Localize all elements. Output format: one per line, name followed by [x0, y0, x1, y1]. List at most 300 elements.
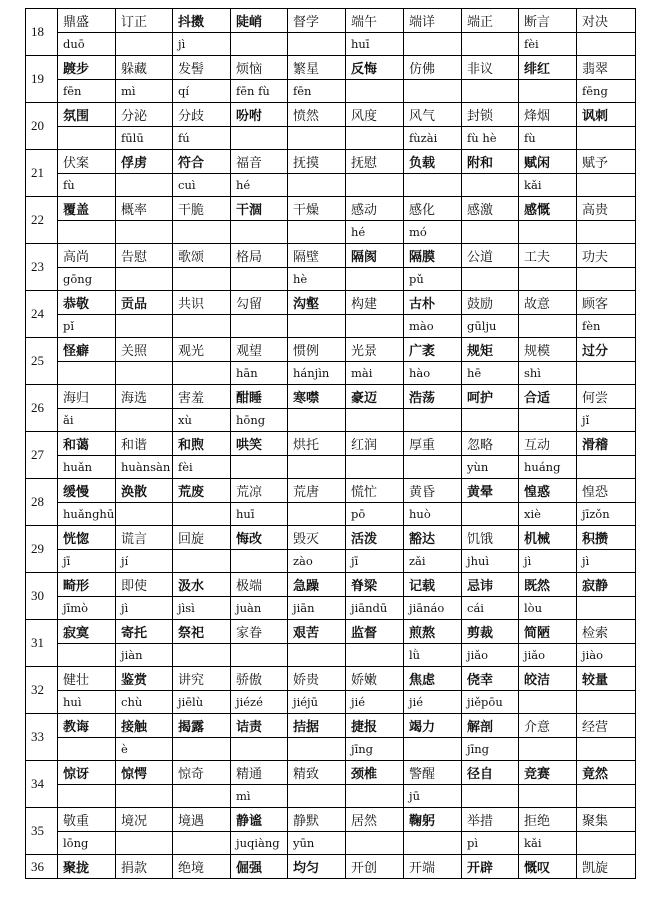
pinyin-cell [346, 832, 404, 855]
pinyin-cell [231, 315, 288, 338]
pinyin-cell [231, 221, 288, 244]
word-cell: 哄笑 [231, 432, 288, 456]
pinyin-cell: fù [519, 127, 577, 150]
pinyin-cell [231, 644, 288, 667]
word-cell: 抚慰 [346, 150, 404, 174]
word-row [26, 103, 636, 127]
word-cell: 订正 [116, 9, 173, 33]
word-cell: 烘托 [288, 432, 346, 456]
pinyin-cell: juqiàng [231, 832, 288, 855]
word-cell: 监督 [346, 620, 404, 644]
word-cell: 寂静 [577, 573, 636, 597]
word-cell: 符合 [173, 150, 231, 174]
word-cell: 简陋 [519, 620, 577, 644]
word-cell: 赋闲 [519, 150, 577, 174]
pinyin-cell [116, 503, 173, 526]
pinyin-cell: jiǎo [519, 644, 577, 667]
word-cell: 黄昏 [404, 479, 462, 503]
row-number: 32 [26, 667, 58, 714]
pinyin-cell [116, 785, 173, 808]
pinyin-cell: huī [231, 503, 288, 526]
word-cell: 非议 [462, 56, 519, 80]
pinyin-cell: jiān [288, 597, 346, 620]
pinyin-cell [231, 456, 288, 479]
word-cell: 居然 [346, 808, 404, 832]
word-cell: 绯红 [519, 56, 577, 80]
word-cell: 惶惑 [519, 479, 577, 503]
pinyin-cell [231, 33, 288, 56]
pinyin-cell: mào [404, 315, 462, 338]
word-cell: 荒凉 [231, 479, 288, 503]
pinyin-cell: jhuì [462, 550, 519, 573]
word-row [26, 808, 636, 832]
pinyin-row [26, 268, 636, 291]
word-cell: 感化 [404, 197, 462, 221]
word-cell: 检索 [577, 620, 636, 644]
vocabulary-table [25, 8, 636, 879]
pinyin-cell: jiézé [231, 691, 288, 714]
word-cell: 捷报 [346, 714, 404, 738]
pinyin-cell [288, 33, 346, 56]
word-cell: 竟然 [577, 761, 636, 785]
pinyin-cell: cuì [173, 174, 231, 197]
word-cell: 负载 [404, 150, 462, 174]
row-number: 29 [26, 526, 58, 573]
word-cell: 感慨 [519, 197, 577, 221]
word-cell: 径自 [462, 761, 519, 785]
word-cell: 警醒 [404, 761, 462, 785]
pinyin-cell: fù [58, 174, 116, 197]
pinyin-cell [404, 738, 462, 761]
word-cell: 艰苦 [288, 620, 346, 644]
word-cell: 谎言 [116, 526, 173, 550]
word-row [26, 479, 636, 503]
row-number: 30 [26, 573, 58, 620]
pinyin-cell: hào [404, 362, 462, 385]
pinyin-cell [116, 33, 173, 56]
word-cell: 端午 [346, 9, 404, 33]
word-cell: 反悔 [346, 56, 404, 80]
word-cell: 既然 [519, 573, 577, 597]
row-number: 27 [26, 432, 58, 479]
word-cell: 急躁 [288, 573, 346, 597]
word-cell: 鼓励 [462, 291, 519, 315]
pinyin-cell: jì [519, 550, 577, 573]
word-cell: 海归 [58, 385, 116, 409]
word-cell: 健壮 [58, 667, 116, 691]
pinyin-cell [288, 644, 346, 667]
word-cell: 烽烟 [519, 103, 577, 127]
word-cell: 共识 [173, 291, 231, 315]
word-cell: 脊梁 [346, 573, 404, 597]
pinyin-cell: jiàn [116, 644, 173, 667]
pinyin-row [26, 644, 636, 667]
word-cell: 皎洁 [519, 667, 577, 691]
word-cell: 悔改 [231, 526, 288, 550]
pinyin-cell [519, 409, 577, 432]
pinyin-cell [577, 362, 636, 385]
pinyin-cell [404, 832, 462, 855]
row-number: 36 [26, 855, 58, 879]
pinyin-cell: juàn [231, 597, 288, 620]
pinyin-cell [519, 691, 577, 714]
word-cell: 惊愕 [116, 761, 173, 785]
pinyin-cell: jiānáo [404, 597, 462, 620]
pinyin-cell: zǎi [404, 550, 462, 573]
pinyin-cell [404, 80, 462, 103]
pinyin-cell: huī [346, 33, 404, 56]
pinyin-cell [404, 409, 462, 432]
pinyin-cell: mài [346, 362, 404, 385]
pinyin-row [26, 221, 636, 244]
word-cell: 解剖 [462, 714, 519, 738]
pinyin-cell: è [116, 738, 173, 761]
pinyin-cell: hánjìn [288, 362, 346, 385]
pinyin-cell: lǜ [404, 644, 462, 667]
pinyin-cell [288, 174, 346, 197]
pinyin-cell: xù [173, 409, 231, 432]
pinyin-cell: zào [288, 550, 346, 573]
word-cell: 寂寞 [58, 620, 116, 644]
pinyin-cell [288, 221, 346, 244]
word-cell: 抚摸 [288, 150, 346, 174]
word-cell: 忽略 [462, 432, 519, 456]
word-row [26, 761, 636, 785]
pinyin-cell [58, 127, 116, 150]
word-cell: 焦虑 [404, 667, 462, 691]
word-cell: 构建 [346, 291, 404, 315]
word-cell: 沟壑 [288, 291, 346, 315]
pinyin-cell: fèi [173, 456, 231, 479]
pinyin-row [26, 409, 636, 432]
word-cell: 发髻 [173, 56, 231, 80]
pinyin-cell [231, 127, 288, 150]
word-cell: 鉴赏 [116, 667, 173, 691]
word-cell: 毁灭 [288, 526, 346, 550]
pinyin-cell [404, 174, 462, 197]
word-cell: 娇嫩 [346, 667, 404, 691]
word-cell: 拒绝 [519, 808, 577, 832]
pinyin-cell [231, 550, 288, 573]
word-cell: 对决 [577, 9, 636, 33]
word-cell: 饥饿 [462, 526, 519, 550]
word-row [26, 9, 636, 33]
word-row [26, 385, 636, 409]
pinyin-cell: fūlū [116, 127, 173, 150]
word-cell: 讽刺 [577, 103, 636, 127]
row-number: 26 [26, 385, 58, 432]
pinyin-cell: qí [173, 80, 231, 103]
pinyin-row [26, 174, 636, 197]
pinyin-cell [346, 174, 404, 197]
word-cell: 怪癖 [58, 338, 116, 362]
pinyin-cell: fēn [58, 80, 116, 103]
word-cell: 极端 [231, 573, 288, 597]
pinyin-cell [346, 456, 404, 479]
word-cell: 拮据 [288, 714, 346, 738]
word-cell: 教诲 [58, 714, 116, 738]
pinyin-cell: hōng [231, 409, 288, 432]
pinyin-cell [116, 832, 173, 855]
pinyin-cell: gūlju [462, 315, 519, 338]
word-cell: 颈椎 [346, 761, 404, 785]
row-number: 19 [26, 56, 58, 103]
pinyin-cell: huáng [519, 456, 577, 479]
pinyin-cell [288, 456, 346, 479]
word-cell: 介意 [519, 714, 577, 738]
word-cell: 贡品 [116, 291, 173, 315]
pinyin-cell [116, 221, 173, 244]
vocabulary-table-body [26, 9, 636, 879]
pinyin-cell: pǐ [58, 315, 116, 338]
word-cell: 分歧 [173, 103, 231, 127]
word-cell: 工夫 [519, 244, 577, 268]
word-cell: 规矩 [462, 338, 519, 362]
pinyin-cell [173, 362, 231, 385]
pinyin-cell: jì [173, 33, 231, 56]
pinyin-cell [462, 221, 519, 244]
pinyin-cell: jìsì [173, 597, 231, 620]
word-cell: 鼎盛 [58, 9, 116, 33]
pinyin-cell: jì [577, 550, 636, 573]
word-cell: 高尚 [58, 244, 116, 268]
word-cell: 繁星 [288, 56, 346, 80]
word-cell: 侥幸 [462, 667, 519, 691]
pinyin-cell: ǎi [58, 409, 116, 432]
word-cell: 观光 [173, 338, 231, 362]
pinyin-row [26, 550, 636, 573]
word-cell: 仿佛 [404, 56, 462, 80]
word-cell: 经营 [577, 714, 636, 738]
word-cell: 倔强 [231, 855, 288, 879]
pinyin-cell [288, 409, 346, 432]
pinyin-cell: huànsàn [116, 456, 173, 479]
word-cell: 隔壁 [288, 244, 346, 268]
word-cell: 惊讶 [58, 761, 116, 785]
word-row [26, 197, 636, 221]
pinyin-cell: huǎn [58, 456, 116, 479]
word-cell: 接触 [116, 714, 173, 738]
word-cell: 高贵 [577, 197, 636, 221]
pinyin-cell: jiēlù [173, 691, 231, 714]
word-cell: 缓慢 [58, 479, 116, 503]
pinyin-cell [58, 362, 116, 385]
pinyin-cell [58, 644, 116, 667]
word-cell: 感动 [346, 197, 404, 221]
pinyin-cell [116, 409, 173, 432]
word-cell: 鞠躬 [404, 808, 462, 832]
word-cell: 古朴 [404, 291, 462, 315]
word-cell: 端正 [462, 9, 519, 33]
pinyin-cell: mì [231, 785, 288, 808]
word-cell: 寄托 [116, 620, 173, 644]
pinyin-cell [519, 738, 577, 761]
pinyin-cell [116, 315, 173, 338]
word-cell: 观望 [231, 338, 288, 362]
word-cell: 踱步 [58, 56, 116, 80]
word-cell: 风度 [346, 103, 404, 127]
pinyin-cell [116, 174, 173, 197]
pinyin-cell: fèi [519, 33, 577, 56]
row-number: 25 [26, 338, 58, 385]
pinyin-row [26, 691, 636, 714]
word-row [26, 56, 636, 80]
word-cell: 抖擞 [173, 9, 231, 33]
pinyin-cell [116, 268, 173, 291]
pinyin-row [26, 315, 636, 338]
pinyin-cell [58, 221, 116, 244]
row-number: 20 [26, 103, 58, 150]
word-cell: 较量 [577, 667, 636, 691]
word-cell: 惶恐 [577, 479, 636, 503]
pinyin-cell: jǐ [577, 409, 636, 432]
pinyin-cell: jiāndū [346, 597, 404, 620]
pinyin-cell: jiěpōu [462, 691, 519, 714]
word-cell: 过分 [577, 338, 636, 362]
word-cell: 隔膜 [404, 244, 462, 268]
word-cell: 海选 [116, 385, 173, 409]
word-cell: 呵护 [462, 385, 519, 409]
pinyin-cell: yūn [288, 832, 346, 855]
word-cell: 干燥 [288, 197, 346, 221]
word-cell: 讲究 [173, 667, 231, 691]
pinyin-cell [173, 221, 231, 244]
pinyin-cell: huò [404, 503, 462, 526]
pinyin-cell [462, 174, 519, 197]
word-cell: 精通 [231, 761, 288, 785]
word-cell: 滑稽 [577, 432, 636, 456]
word-cell: 概率 [116, 197, 173, 221]
pinyin-row [26, 362, 636, 385]
pinyin-cell [462, 409, 519, 432]
pinyin-cell [577, 221, 636, 244]
word-cell: 煎熬 [404, 620, 462, 644]
word-cell: 慨叹 [519, 855, 577, 879]
word-cell: 隔阂 [346, 244, 404, 268]
pinyin-cell: fèn [577, 315, 636, 338]
word-cell: 互动 [519, 432, 577, 456]
word-cell: 酣睡 [231, 385, 288, 409]
word-cell: 寒噤 [288, 385, 346, 409]
word-cell: 揭露 [173, 714, 231, 738]
pinyin-cell: hé [231, 174, 288, 197]
word-cell: 涣散 [116, 479, 173, 503]
pinyin-cell [577, 597, 636, 620]
word-cell: 忌讳 [462, 573, 519, 597]
word-cell: 开端 [404, 855, 462, 879]
pinyin-cell: duō [58, 33, 116, 56]
pinyin-cell: pō [346, 503, 404, 526]
word-cell: 红润 [346, 432, 404, 456]
word-cell: 氛围 [58, 103, 116, 127]
pinyin-cell [231, 738, 288, 761]
word-cell: 分泌 [116, 103, 173, 127]
pinyin-cell: fùzài [404, 127, 462, 150]
word-cell: 顾客 [577, 291, 636, 315]
pinyin-cell [288, 127, 346, 150]
word-cell: 汲水 [173, 573, 231, 597]
word-cell: 骄傲 [231, 667, 288, 691]
pinyin-cell: huǎnghū [58, 503, 116, 526]
word-cell: 陡峭 [231, 9, 288, 33]
word-row [26, 291, 636, 315]
pinyin-cell: mó [404, 221, 462, 244]
pinyin-cell: kǎi [519, 832, 577, 855]
pinyin-cell [173, 268, 231, 291]
pinyin-cell: jí [116, 550, 173, 573]
pinyin-cell [173, 503, 231, 526]
pinyin-cell [462, 80, 519, 103]
word-cell: 吩咐 [231, 103, 288, 127]
word-cell: 豪迈 [346, 385, 404, 409]
pinyin-cell: hé [346, 221, 404, 244]
pinyin-cell [346, 80, 404, 103]
pinyin-cell: jì [116, 597, 173, 620]
word-cell: 附和 [462, 150, 519, 174]
word-cell: 和蔼 [58, 432, 116, 456]
word-cell: 敬重 [58, 808, 116, 832]
pinyin-cell [288, 503, 346, 526]
word-cell: 聚集 [577, 808, 636, 832]
pinyin-cell [519, 80, 577, 103]
word-cell: 风气 [404, 103, 462, 127]
word-cell: 干涸 [231, 197, 288, 221]
pinyin-cell [346, 315, 404, 338]
word-cell: 感激 [462, 197, 519, 221]
row-number: 33 [26, 714, 58, 761]
word-row [26, 855, 636, 879]
row-number: 35 [26, 808, 58, 855]
word-cell: 竭力 [404, 714, 462, 738]
word-cell: 荒唐 [288, 479, 346, 503]
pinyin-cell: yùn [462, 456, 519, 479]
word-cell: 绝境 [173, 855, 231, 879]
row-number: 31 [26, 620, 58, 667]
word-cell: 黄晕 [462, 479, 519, 503]
word-cell: 即使 [116, 573, 173, 597]
word-cell: 福音 [231, 150, 288, 174]
pinyin-cell: shì [519, 362, 577, 385]
pinyin-row [26, 597, 636, 620]
pinyin-cell [577, 691, 636, 714]
pinyin-cell [173, 832, 231, 855]
word-cell: 豁达 [404, 526, 462, 550]
pinyin-cell [346, 785, 404, 808]
word-row [26, 150, 636, 174]
pinyin-row [26, 456, 636, 479]
pinyin-row [26, 80, 636, 103]
word-row [26, 432, 636, 456]
word-cell: 愤然 [288, 103, 346, 127]
pinyin-cell: jīzǒn [577, 503, 636, 526]
word-cell: 躲藏 [116, 56, 173, 80]
row-number: 34 [26, 761, 58, 808]
word-cell: 积攒 [577, 526, 636, 550]
word-cell: 回旋 [173, 526, 231, 550]
pinyin-cell [577, 832, 636, 855]
pinyin-cell: huì [58, 691, 116, 714]
word-cell: 俘虏 [116, 150, 173, 174]
pinyin-cell: lōng [58, 832, 116, 855]
pinyin-row [26, 738, 636, 761]
word-cell: 封锁 [462, 103, 519, 127]
word-row [26, 573, 636, 597]
pinyin-cell: xiè [519, 503, 577, 526]
word-cell: 举措 [462, 808, 519, 832]
pinyin-cell: mì [116, 80, 173, 103]
word-cell: 勾留 [231, 291, 288, 315]
word-cell: 境遇 [173, 808, 231, 832]
